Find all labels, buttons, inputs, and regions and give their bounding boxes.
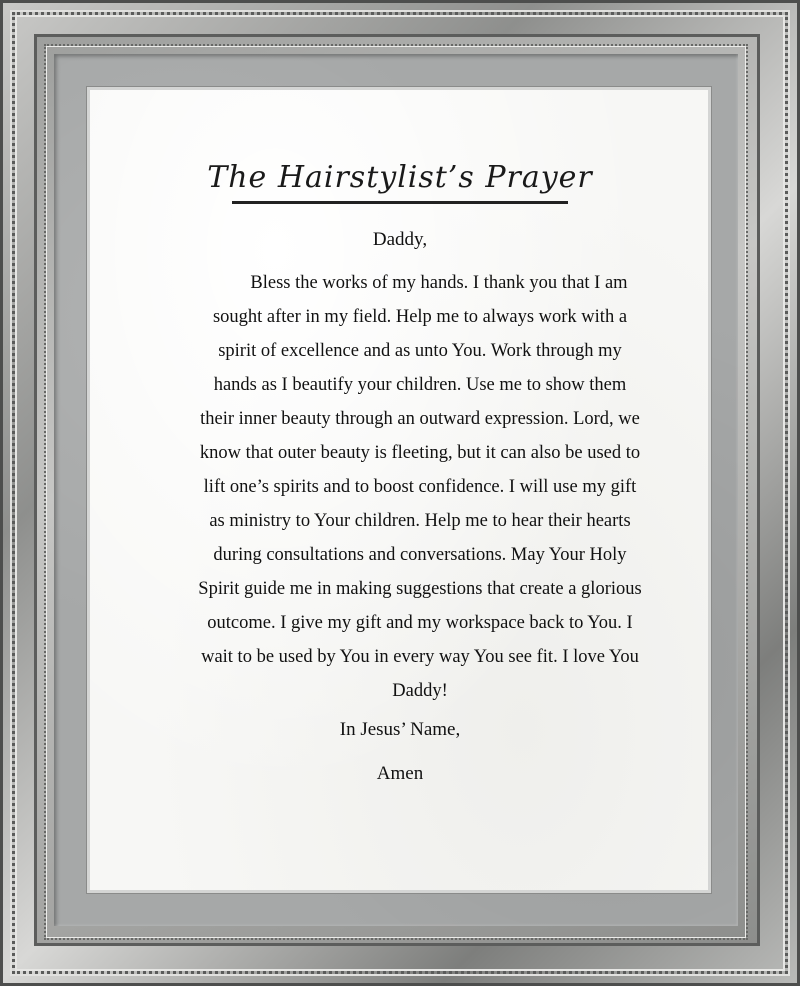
closing-line: In Jesus’ Name, [339, 719, 461, 740]
title-underline [232, 201, 568, 204]
salutation: Daddy, [372, 229, 428, 250]
signoff-line: Amen [376, 763, 424, 784]
prayer-body: Bless the works of my hands. I thank you that I am sought after in my field. Help me to always work with a spirit of excellence and as unto You. Work through my hands as I beautify your children. Use me to show them their inner beauty through an outward expression. Lord, we know that outer beauty is fleeting, but it can also be used to lift one’s spirits and to boost confidence. I will use my gift as ministry to Your children. Help me to hear their hearts during consultations and conversations. May Your Holy Spirit guide me in making suggestions that create a glorious outcome. I give my gift and my workspace back to You. I wait to be used by You in every way You see fit. I love You Daddy! [198, 273, 642, 701]
document-title: The Hairstylist’s Prayer [207, 160, 593, 195]
